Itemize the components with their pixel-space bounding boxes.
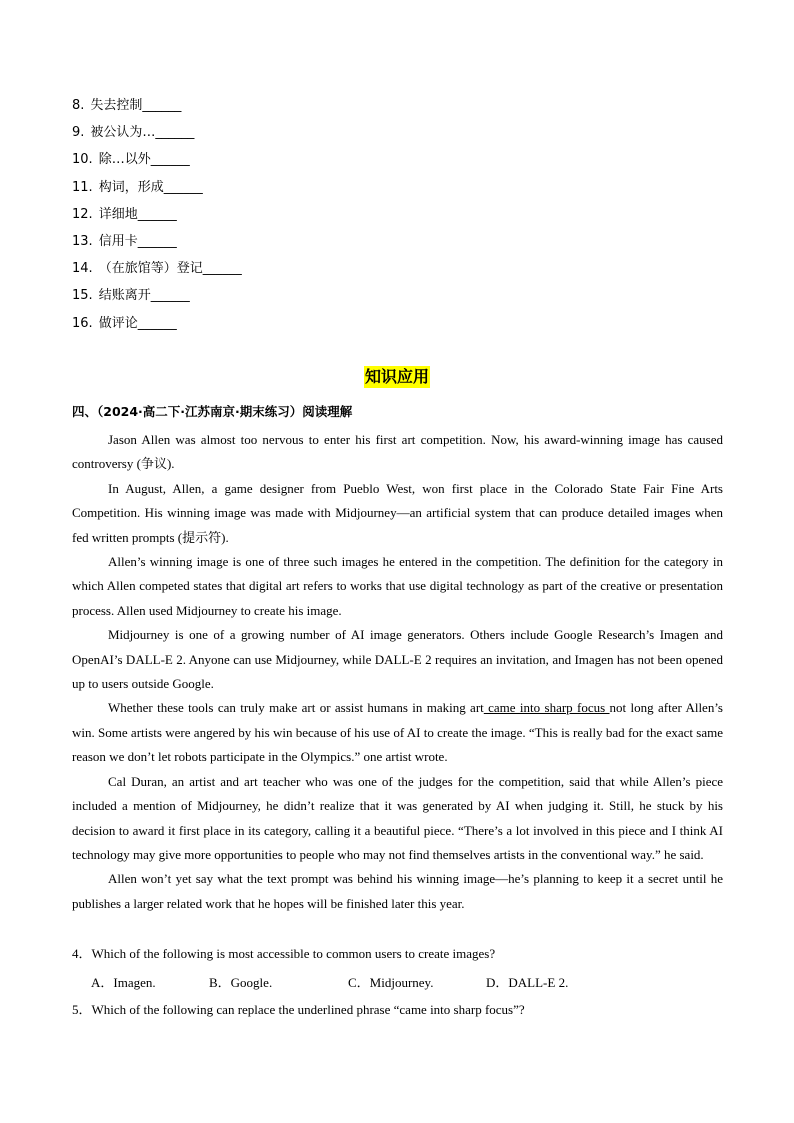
passage-paragraph xyxy=(72,696,723,769)
vocab-number: 16. xyxy=(72,315,93,331)
option-d: D．DALL-E 2. xyxy=(486,975,569,990)
vocab-number: 9. xyxy=(72,125,85,141)
vocab-item xyxy=(72,282,472,309)
vocab-number: 13. xyxy=(72,233,93,249)
vocab-number: 10. xyxy=(72,152,93,168)
passage-paragraph: Jason Allen was almost too nervous to enter his first art competition. Now, his award-winning image has caused controversy (争议). xyxy=(72,432,723,472)
vocab-item xyxy=(72,310,472,337)
vocab-item xyxy=(72,146,472,173)
option-b: B．Google. xyxy=(209,975,273,990)
section-title-label: 知识应用 xyxy=(364,367,429,386)
vocab-text: 做评论______ xyxy=(98,315,177,331)
question-stem: 4．Which of the following is most accessible to common users to create images? xyxy=(72,946,496,961)
vocab-text: 除…以外______ xyxy=(98,152,190,168)
vocab-text: 信用卡______ xyxy=(98,233,177,249)
vocab-number: 14. xyxy=(72,261,93,277)
vocab-item xyxy=(72,92,472,119)
section-title xyxy=(0,366,794,388)
reading-passage xyxy=(72,428,723,916)
question-list xyxy=(72,942,723,1022)
vocab-text: 构词，形成______ xyxy=(98,179,203,195)
vocab-text: 被公认为…______ xyxy=(90,125,195,141)
option-c: C．Midjourney. xyxy=(348,975,434,990)
underlined-phrase: came into sharp focus xyxy=(483,700,610,716)
vocab-text: （在旅馆等）登记______ xyxy=(98,261,242,277)
vocab-number: 15. xyxy=(72,288,93,304)
question-stem: 5．Which of the following can replace the underlined phrase “came into sharp focus”? xyxy=(72,1002,525,1017)
vocab-number: 11. xyxy=(72,179,93,195)
vocab-text: 失去控制______ xyxy=(90,98,182,113)
vocab-item xyxy=(72,201,472,228)
vocab-number: 12. xyxy=(72,206,93,222)
vocab-item xyxy=(72,228,472,255)
paragraph-text: Whether these tools can truly make art or assist humans in making art xyxy=(108,700,484,716)
option-a: A．Imagen. xyxy=(91,975,156,990)
vocab-item xyxy=(72,119,472,146)
part-heading: 四、（2024·高二下·江苏南京·期末练习）阅读理解 xyxy=(72,404,353,419)
vocab-item xyxy=(72,255,472,282)
passage-paragraph: Midjourney is one of a growing number of AI image generators. Others include Google Research’s Imagen and OpenAI’s DALL-E 2. Anyone can use Midjourney, while DALL-E 2 requires an invitation, and Imagen has not been opened up to users outside Google. xyxy=(72,627,723,692)
question-options xyxy=(72,968,723,998)
passage-paragraph: Allen won’t yet say what the text prompt was behind his winning image—he’s planning to keep it a secret until he publishes a larger related work that he hopes will be finished later this year. xyxy=(72,871,723,911)
passage-paragraph: Allen’s winning image is one of three such images he entered in the competition. The definition for the category in which Allen competed states that digital art refers to works that use digital technology as part of the creative or presentation process. Allen used Midjourney to create his image. xyxy=(72,554,723,618)
vocab-text: 结账离开______ xyxy=(98,288,190,304)
vocab-list xyxy=(72,92,472,337)
vocab-number: 8. xyxy=(72,98,85,113)
passage-paragraph: Cal Duran, an artist and art teacher who was one of the judges for the competition, said that while Allen’s piece included a mention of Midjourney, he didn’t realize that it was generated by AI when judging it. Still, he stuck by his decision to award it first place in its category, calling it a beautiful piece. “There’s a lot involved in this piece and I think AI technology may give more opportunities to people who may not find themselves artists in the conventional way.” he said. xyxy=(72,773,723,862)
passage-paragraph: In August, Allen, a game designer from Pueblo West, won first place in the Colorado State Fair Fine Arts Competition. His winning image was made with Midjourney—an artificial system that can produce detailed images when fed written prompts (提示符). xyxy=(72,480,723,545)
vocab-text: 详细地______ xyxy=(98,206,177,222)
vocab-item xyxy=(72,174,472,201)
paragraph-text: not long after Allen’s win. Some artists were angered by his win because of his use of AI to create the image. “This is really bad for the exact same reason we don’t let robots participate in the Olympics.” one artist wrote. xyxy=(72,700,723,765)
